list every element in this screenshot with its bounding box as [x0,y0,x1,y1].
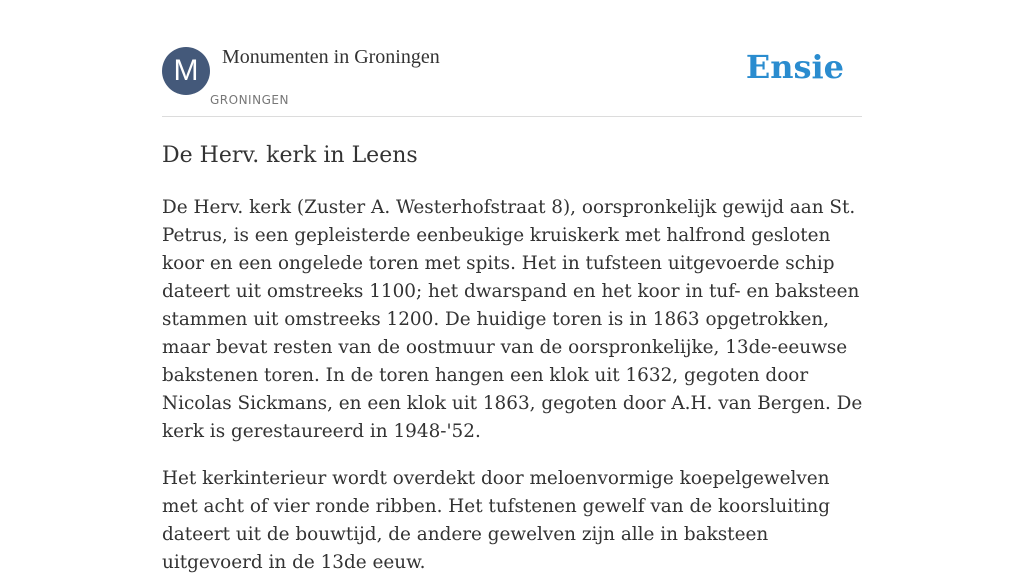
content-container [162,0,862,577]
author-label[interactable]: GRONINGEN [210,93,289,107]
article-paragraph: Het kerkinterieur wordt overdekt door meloenvormige koepelgewelven met acht of vier ronde ribben. Het tufstenen gewelf van de koorsluiting dateert uit de bouwtijd, de andere gewelven zijn alle in baksteen uitgevoerd in de 13de eeuw. [162,468,830,573]
article-paragraph: De Herv. kerk (Zuster A. Westerhofstraat 8), oorspronkelijk gewijd aan St. Petrus, is een gepleisterde eenbeukige kruiskerk met halfrond gesloten koor en een ongelede toren met spits. Het in tufsteen uitgevoerde schip dateert uit omstreeks 1100; het dwarspand en het koor in tuf- en baksteen stammen uit omstreeks 1200. De huidige toren is in 1863 opgetrokken, maar bevat resten van de oostmuur van de oorspronkelijke, 13de-eeuwse bakstenen toren. In de toren hangen een klok uit 1632, gegoten door Nicolas Sickmans, en een klok uit 1863, gegoten door A.H. van Bergen. De kerk is gerestaureerd in 1948-'52. [162,197,863,442]
ensie-logo[interactable]: Ensie [745,48,844,86]
book-title-link[interactable]: Monumenten in Groningen [222,46,440,68]
avatar[interactable]: M [162,47,210,95]
article-title: De Herv. kerk in Leens [162,143,418,168]
header [162,0,862,117]
